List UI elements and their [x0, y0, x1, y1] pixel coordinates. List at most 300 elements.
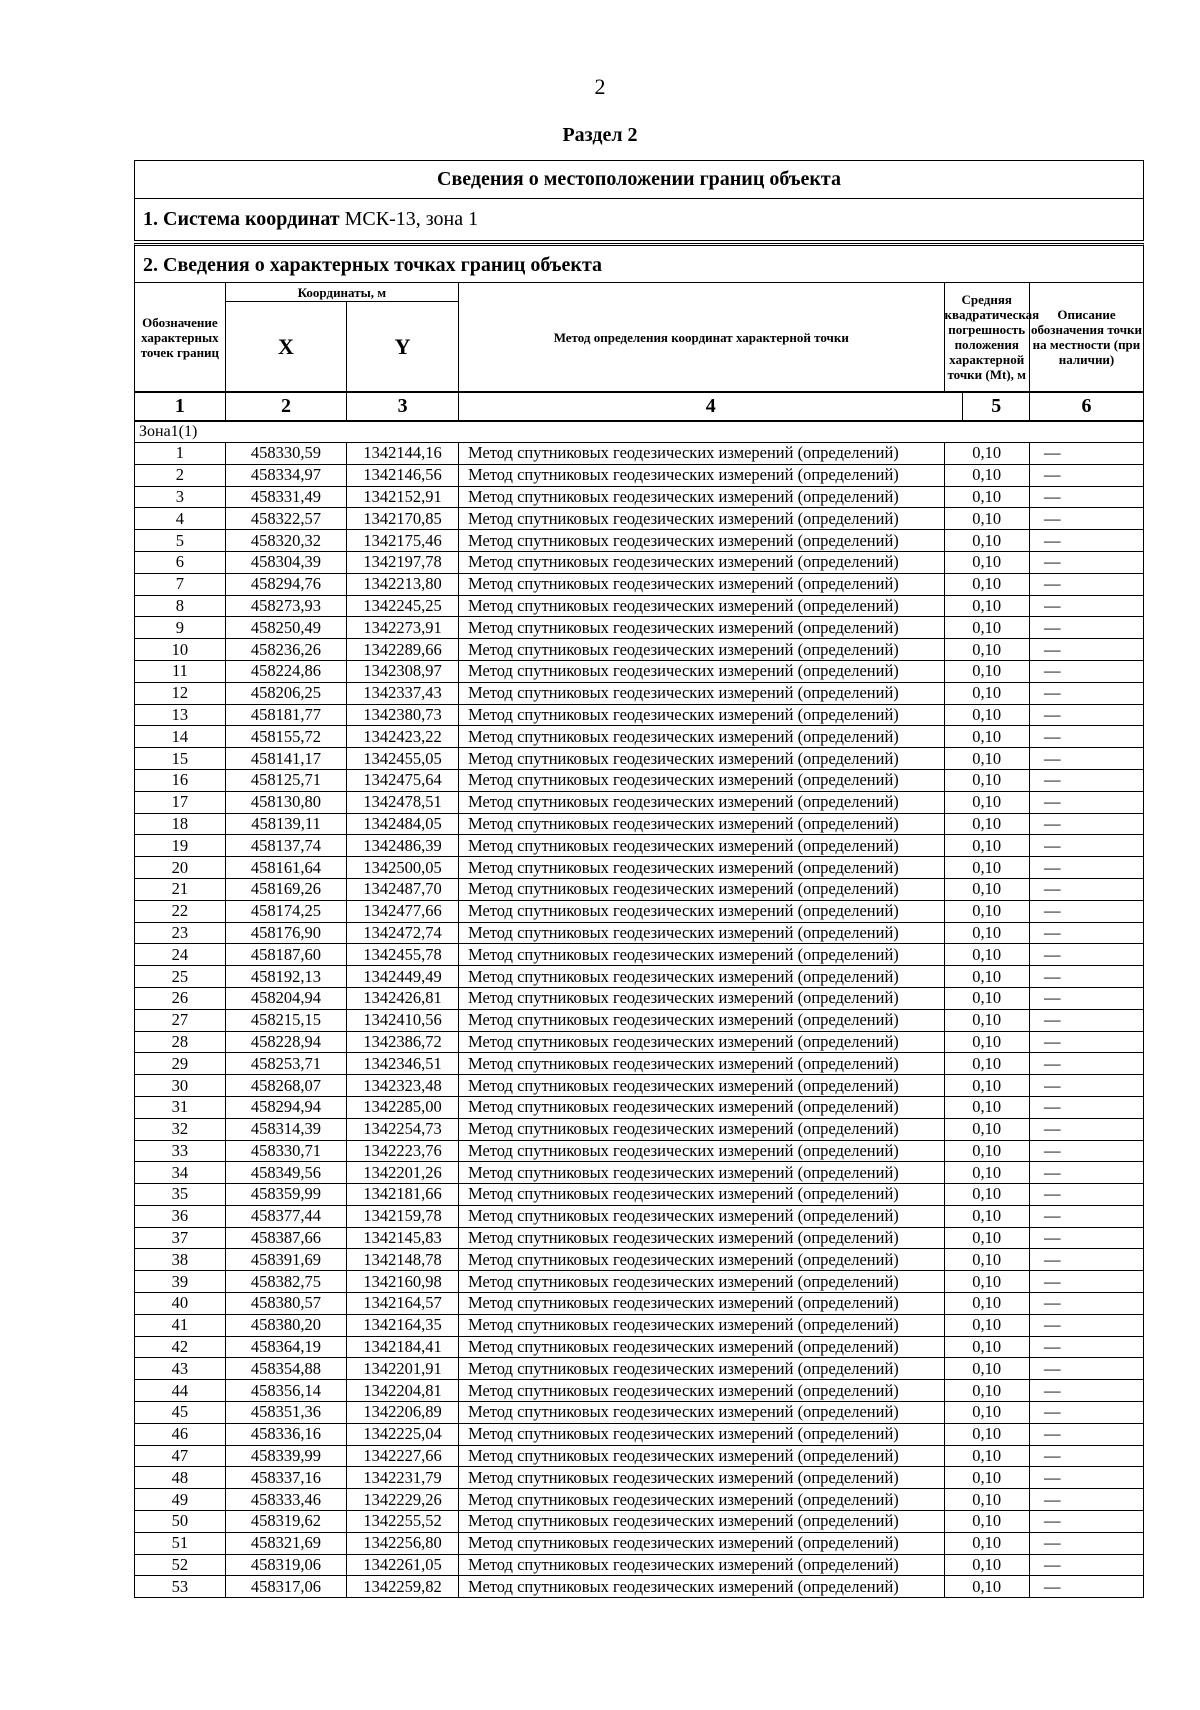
- method-cell: Метод спутниковых геодезических измерений (определений): [459, 1402, 944, 1424]
- table-row: [135, 987, 1144, 1009]
- y-coordinate: 1342386,72: [347, 1031, 459, 1053]
- point-number: 10: [135, 639, 226, 661]
- y-coordinate: 1342478,51: [347, 791, 459, 813]
- y-coordinate: 1342160,98: [347, 1271, 459, 1293]
- zone-label: Зона1(1): [135, 421, 1144, 443]
- table-row: [135, 1380, 1144, 1402]
- description-cell: —: [1029, 704, 1143, 726]
- points-section-title: 2. Сведения о характерных точках границ объекта: [134, 243, 1144, 283]
- point-number: 5: [135, 530, 226, 552]
- x-coordinate: 458204,94: [225, 987, 346, 1009]
- error-cell: 0,10: [944, 944, 1029, 966]
- description-cell: —: [1029, 1140, 1143, 1162]
- y-coordinate: 1342289,66: [347, 639, 459, 661]
- description-cell: —: [1029, 530, 1143, 552]
- table-row: [135, 1511, 1144, 1533]
- point-number: 38: [135, 1249, 226, 1271]
- method-cell: Метод спутниковых геодезических измерений (определений): [459, 464, 944, 486]
- y-coordinate: 1342308,97: [347, 660, 459, 682]
- description-cell: —: [1029, 1162, 1143, 1184]
- error-cell: 0,10: [944, 1314, 1029, 1336]
- point-number: 26: [135, 987, 226, 1009]
- description-cell: —: [1029, 595, 1143, 617]
- error-cell: 0,10: [944, 791, 1029, 813]
- y-coordinate: 1342477,66: [347, 900, 459, 922]
- description-cell: —: [1029, 922, 1143, 944]
- method-cell: Метод спутниковых геодезических измерений (определений): [459, 878, 944, 900]
- x-coordinate: 458382,75: [225, 1271, 346, 1293]
- description-cell: —: [1029, 573, 1143, 595]
- point-number: 49: [135, 1489, 226, 1511]
- method-cell: Метод спутниковых геодезических измерений (определений): [459, 1162, 944, 1184]
- y-coordinate: 1342337,43: [347, 682, 459, 704]
- method-cell: Метод спутниковых геодезических измерений (определений): [459, 1293, 944, 1315]
- table-row: [135, 791, 1144, 813]
- error-cell: 0,10: [944, 1380, 1029, 1402]
- y-coordinate: 1342455,05: [347, 748, 459, 770]
- x-coordinate: 458349,56: [225, 1162, 346, 1184]
- y-coordinate: 1342455,78: [347, 944, 459, 966]
- description-cell: —: [1029, 1271, 1143, 1293]
- description-cell: —: [1029, 1358, 1143, 1380]
- x-coordinate: 458319,62: [225, 1511, 346, 1533]
- table-row: [135, 1445, 1144, 1467]
- x-coordinate: 458304,39: [225, 551, 346, 573]
- y-coordinate: 1342181,66: [347, 1184, 459, 1206]
- x-coordinate: 458161,64: [225, 857, 346, 879]
- method-cell: Метод спутниковых геодезических измерений (определений): [459, 1096, 944, 1118]
- point-number: 11: [135, 660, 226, 682]
- y-coordinate: 1342184,41: [347, 1336, 459, 1358]
- error-cell: 0,10: [944, 900, 1029, 922]
- y-coordinate: 1342426,81: [347, 987, 459, 1009]
- description-cell: —: [1029, 682, 1143, 704]
- method-cell: Метод спутниковых геодезических измерений (определений): [459, 1118, 944, 1140]
- method-cell: Метод спутниковых геодезических измерений (определений): [459, 1358, 944, 1380]
- error-cell: 0,10: [944, 443, 1029, 465]
- method-cell: Метод спутниковых геодезических измерений (определений): [459, 1140, 944, 1162]
- x-coordinate: 458192,13: [225, 966, 346, 988]
- x-coordinate: 458330,71: [225, 1140, 346, 1162]
- y-coordinate: 1342423,22: [347, 726, 459, 748]
- table-row: [135, 1053, 1144, 1075]
- error-cell: 0,10: [944, 966, 1029, 988]
- y-coordinate: 1342229,26: [347, 1489, 459, 1511]
- error-cell: 0,10: [944, 1162, 1029, 1184]
- x-coordinate: 458141,17: [225, 748, 346, 770]
- point-number: 18: [135, 813, 226, 835]
- method-cell: Метод спутниковых геодезических измерений (определений): [459, 551, 944, 573]
- description-cell: —: [1029, 1380, 1143, 1402]
- point-number: 25: [135, 966, 226, 988]
- x-coordinate: 458351,36: [225, 1402, 346, 1424]
- column-number: 4: [459, 392, 963, 421]
- method-cell: Метод спутниковых геодезических измерений (определений): [459, 791, 944, 813]
- description-cell: —: [1029, 1205, 1143, 1227]
- description-cell: —: [1029, 1423, 1143, 1445]
- y-coordinate: 1342201,26: [347, 1162, 459, 1184]
- column-number: 2: [225, 392, 346, 421]
- x-coordinate: 458130,80: [225, 791, 346, 813]
- method-cell: Метод спутниковых геодезических измерений (определений): [459, 573, 944, 595]
- table-row: [135, 1576, 1144, 1598]
- point-number: 45: [135, 1402, 226, 1424]
- description-cell: —: [1029, 1009, 1143, 1031]
- x-coordinate: 458181,77: [225, 704, 346, 726]
- table-row: [135, 1075, 1144, 1097]
- point-number: 33: [135, 1140, 226, 1162]
- x-coordinate: 458253,71: [225, 1053, 346, 1075]
- description-cell: —: [1029, 617, 1143, 639]
- point-number: 37: [135, 1227, 226, 1249]
- table-row: [135, 1489, 1144, 1511]
- y-coordinate: 1342227,66: [347, 1445, 459, 1467]
- column-number: 1: [135, 392, 226, 421]
- point-number: 4: [135, 508, 226, 530]
- y-coordinate: 1342261,05: [347, 1554, 459, 1576]
- x-coordinate: 458228,94: [225, 1031, 346, 1053]
- table-row: [135, 1271, 1144, 1293]
- header-method: Метод определения координат характерной точки: [459, 283, 944, 393]
- y-coordinate: 1342500,05: [347, 857, 459, 879]
- column-number-row: [135, 392, 1144, 421]
- y-coordinate: 1342152,91: [347, 486, 459, 508]
- table-row: [135, 922, 1144, 944]
- error-cell: 0,10: [944, 639, 1029, 661]
- x-coordinate: 458137,74: [225, 835, 346, 857]
- header-coordinates: Координаты, м: [225, 283, 458, 302]
- y-coordinate: 1342206,89: [347, 1402, 459, 1424]
- method-cell: Метод спутниковых геодезических измерений (определений): [459, 682, 944, 704]
- point-number: 43: [135, 1358, 226, 1380]
- description-cell: —: [1029, 1053, 1143, 1075]
- y-coordinate: 1342346,51: [347, 1053, 459, 1075]
- y-coordinate: 1342245,25: [347, 595, 459, 617]
- table-row: [135, 573, 1144, 595]
- x-coordinate: 458273,93: [225, 595, 346, 617]
- method-cell: Метод спутниковых геодезических измерений (определений): [459, 595, 944, 617]
- point-number: 24: [135, 944, 226, 966]
- description-cell: —: [1029, 1445, 1143, 1467]
- table-row: [135, 682, 1144, 704]
- table-row: [135, 944, 1144, 966]
- table-row: [135, 900, 1144, 922]
- method-cell: Метод спутниковых геодезических измерений (определений): [459, 813, 944, 835]
- error-cell: 0,10: [944, 878, 1029, 900]
- point-number: 28: [135, 1031, 226, 1053]
- x-coordinate: 458364,19: [225, 1336, 346, 1358]
- x-coordinate: 458174,25: [225, 900, 346, 922]
- point-number: 51: [135, 1532, 226, 1554]
- table-row: [135, 1096, 1144, 1118]
- point-number: 3: [135, 486, 226, 508]
- y-coordinate: 1342213,80: [347, 573, 459, 595]
- method-cell: Метод спутниковых геодезических измерений (определений): [459, 617, 944, 639]
- table-row: [135, 660, 1144, 682]
- method-cell: Метод спутниковых геодезических измерений (определений): [459, 944, 944, 966]
- point-number: 8: [135, 595, 226, 617]
- point-number: 32: [135, 1118, 226, 1140]
- coordinate-system-label: 1. Система координат: [143, 208, 340, 230]
- error-cell: 0,10: [944, 551, 1029, 573]
- error-cell: 0,10: [944, 508, 1029, 530]
- table-row: [135, 595, 1144, 617]
- error-cell: 0,10: [944, 1402, 1029, 1424]
- y-coordinate: 1342170,85: [347, 508, 459, 530]
- x-coordinate: 458320,32: [225, 530, 346, 552]
- description-cell: —: [1029, 987, 1143, 1009]
- point-number: 47: [135, 1445, 226, 1467]
- point-number: 35: [135, 1184, 226, 1206]
- description-cell: —: [1029, 900, 1143, 922]
- point-number: 1: [135, 443, 226, 465]
- description-cell: —: [1029, 660, 1143, 682]
- y-coordinate: 1342449,49: [347, 966, 459, 988]
- error-cell: 0,10: [944, 1053, 1029, 1075]
- y-coordinate: 1342204,81: [347, 1380, 459, 1402]
- table-row: [135, 551, 1144, 573]
- x-coordinate: 458330,59: [225, 443, 346, 465]
- x-coordinate: 458215,15: [225, 1009, 346, 1031]
- table-row: [135, 835, 1144, 857]
- x-coordinate: 458250,49: [225, 617, 346, 639]
- table-row: [135, 769, 1144, 791]
- error-cell: 0,10: [944, 1467, 1029, 1489]
- description-cell: —: [1029, 1096, 1143, 1118]
- error-cell: 0,10: [944, 1118, 1029, 1140]
- description-cell: —: [1029, 464, 1143, 486]
- method-cell: Метод спутниковых геодезических измерений (определений): [459, 639, 944, 661]
- point-number: 31: [135, 1096, 226, 1118]
- table-row: [135, 1249, 1144, 1271]
- y-coordinate: 1342484,05: [347, 813, 459, 835]
- point-number: 7: [135, 573, 226, 595]
- y-coordinate: 1342256,80: [347, 1532, 459, 1554]
- point-number: 21: [135, 878, 226, 900]
- error-cell: 0,10: [944, 857, 1029, 879]
- point-number: 22: [135, 900, 226, 922]
- description-cell: —: [1029, 1576, 1143, 1598]
- error-cell: 0,10: [944, 704, 1029, 726]
- method-cell: Метод спутниковых геодезических измерений (определений): [459, 1184, 944, 1206]
- x-coordinate: 458314,39: [225, 1118, 346, 1140]
- point-number: 20: [135, 857, 226, 879]
- point-number: 16: [135, 769, 226, 791]
- x-coordinate: 458139,11: [225, 813, 346, 835]
- error-cell: 0,10: [944, 1075, 1029, 1097]
- y-coordinate: 1342159,78: [347, 1205, 459, 1227]
- x-coordinate: 458380,57: [225, 1293, 346, 1315]
- table-row: [135, 1423, 1144, 1445]
- error-cell: 0,10: [944, 987, 1029, 1009]
- point-number: 46: [135, 1423, 226, 1445]
- error-cell: 0,10: [944, 1576, 1029, 1598]
- x-coordinate: 458176,90: [225, 922, 346, 944]
- point-number: 14: [135, 726, 226, 748]
- description-cell: —: [1029, 443, 1143, 465]
- error-cell: 0,10: [944, 573, 1029, 595]
- error-cell: 0,10: [944, 813, 1029, 835]
- point-number: 30: [135, 1075, 226, 1097]
- method-cell: Метод спутниковых геодезических измерений (определений): [459, 726, 944, 748]
- table-row: [135, 1031, 1144, 1053]
- table-row: [135, 1314, 1144, 1336]
- error-cell: 0,10: [944, 1423, 1029, 1445]
- table-row: [135, 813, 1144, 835]
- block-title: Сведения о местоположении границ объекта: [134, 160, 1144, 199]
- description-cell: —: [1029, 1467, 1143, 1489]
- x-coordinate: 458322,57: [225, 508, 346, 530]
- points-table: [134, 282, 1144, 1598]
- point-number: 12: [135, 682, 226, 704]
- x-coordinate: 458294,94: [225, 1096, 346, 1118]
- column-number: 5: [963, 392, 1029, 421]
- point-number: 39: [135, 1271, 226, 1293]
- column-number: 6: [1029, 392, 1143, 421]
- description-cell: —: [1029, 1118, 1143, 1140]
- x-coordinate: 458317,06: [225, 1576, 346, 1598]
- y-coordinate: 1342255,52: [347, 1511, 459, 1533]
- description-cell: —: [1029, 1293, 1143, 1315]
- error-cell: 0,10: [944, 1031, 1029, 1053]
- y-coordinate: 1342231,79: [347, 1467, 459, 1489]
- method-cell: Метод спутниковых геодезических измерений (определений): [459, 1031, 944, 1053]
- table-row: [135, 1227, 1144, 1249]
- table-row: [135, 486, 1144, 508]
- method-cell: Метод спутниковых геодезических измерений (определений): [459, 1075, 944, 1097]
- y-coordinate: 1342254,73: [347, 1118, 459, 1140]
- x-coordinate: 458380,20: [225, 1314, 346, 1336]
- error-cell: 0,10: [944, 1489, 1029, 1511]
- point-number: 36: [135, 1205, 226, 1227]
- y-coordinate: 1342197,78: [347, 551, 459, 573]
- description-cell: —: [1029, 486, 1143, 508]
- method-cell: Метод спутниковых геодезических измерений (определений): [459, 769, 944, 791]
- table-row: [135, 748, 1144, 770]
- error-cell: 0,10: [944, 1009, 1029, 1031]
- error-cell: 0,10: [944, 617, 1029, 639]
- table-row: [135, 639, 1144, 661]
- point-number: 34: [135, 1162, 226, 1184]
- description-cell: —: [1029, 1227, 1143, 1249]
- point-number: 48: [135, 1467, 226, 1489]
- x-coordinate: 458387,66: [225, 1227, 346, 1249]
- method-cell: Метод спутниковых геодезических измерений (определений): [459, 1227, 944, 1249]
- column-number: 3: [347, 392, 459, 421]
- description-cell: —: [1029, 1511, 1143, 1533]
- method-cell: Метод спутниковых геодезических измерений (определений): [459, 900, 944, 922]
- description-cell: —: [1029, 944, 1143, 966]
- description-cell: —: [1029, 1532, 1143, 1554]
- point-number: 41: [135, 1314, 226, 1336]
- error-cell: 0,10: [944, 922, 1029, 944]
- point-number: 2: [135, 464, 226, 486]
- table-row: [135, 1467, 1144, 1489]
- x-coordinate: 458125,71: [225, 769, 346, 791]
- error-cell: 0,10: [944, 748, 1029, 770]
- y-coordinate: 1342410,56: [347, 1009, 459, 1031]
- point-number: 53: [135, 1576, 226, 1598]
- description-cell: —: [1029, 508, 1143, 530]
- description-cell: —: [1029, 966, 1143, 988]
- description-cell: —: [1029, 1336, 1143, 1358]
- description-cell: —: [1029, 769, 1143, 791]
- x-coordinate: 458356,14: [225, 1380, 346, 1402]
- table-row: [135, 1118, 1144, 1140]
- y-coordinate: 1342144,16: [347, 443, 459, 465]
- point-number: 42: [135, 1336, 226, 1358]
- error-cell: 0,10: [944, 1336, 1029, 1358]
- method-cell: Метод спутниковых геодезических измерений (определений): [459, 987, 944, 1009]
- error-cell: 0,10: [944, 769, 1029, 791]
- point-number: 9: [135, 617, 226, 639]
- table-row: [135, 508, 1144, 530]
- table-row: [135, 704, 1144, 726]
- table-row: [135, 1205, 1144, 1227]
- y-coordinate: 1342259,82: [347, 1576, 459, 1598]
- point-number: 13: [135, 704, 226, 726]
- method-cell: Метод спутниковых геодезических измерений (определений): [459, 704, 944, 726]
- coordinate-system: [134, 199, 1144, 241]
- table-row: [135, 1402, 1144, 1424]
- description-cell: —: [1029, 791, 1143, 813]
- error-cell: 0,10: [944, 1271, 1029, 1293]
- method-cell: Метод спутниковых геодезических измерений (определений): [459, 1511, 944, 1533]
- method-cell: Метод спутниковых геодезических измерений (определений): [459, 1009, 944, 1031]
- error-cell: 0,10: [944, 1184, 1029, 1206]
- error-cell: 0,10: [944, 1445, 1029, 1467]
- description-cell: —: [1029, 1249, 1143, 1271]
- method-cell: Метод спутниковых геодезических измерений (определений): [459, 1336, 944, 1358]
- coordinate-system-value: МСК-13, зона 1: [344, 208, 479, 230]
- point-number: 17: [135, 791, 226, 813]
- y-coordinate: 1342487,70: [347, 878, 459, 900]
- description-cell: —: [1029, 1489, 1143, 1511]
- method-cell: Метод спутниковых геодезических измерений (определений): [459, 486, 944, 508]
- description-cell: —: [1029, 639, 1143, 661]
- x-coordinate: 458359,99: [225, 1184, 346, 1206]
- section-title: Раздел 2: [562, 124, 638, 146]
- table-row: [135, 966, 1144, 988]
- description-cell: —: [1029, 1314, 1143, 1336]
- header-y: Y: [347, 302, 459, 393]
- method-cell: Метод спутниковых геодезических измерений (определений): [459, 1423, 944, 1445]
- x-coordinate: 458206,25: [225, 682, 346, 704]
- method-cell: Метод спутниковых геодезических измерений (определений): [459, 1205, 944, 1227]
- point-number: 23: [135, 922, 226, 944]
- y-coordinate: 1342273,91: [347, 617, 459, 639]
- error-cell: 0,10: [944, 1205, 1029, 1227]
- point-number: 27: [135, 1009, 226, 1031]
- method-cell: Метод спутниковых геодезических измерений (определений): [459, 530, 944, 552]
- method-cell: Метод спутниковых геодезических измерений (определений): [459, 1445, 944, 1467]
- y-coordinate: 1342164,57: [347, 1293, 459, 1315]
- method-cell: Метод спутниковых геодезических измерений (определений): [459, 1053, 944, 1075]
- method-cell: Метод спутниковых геодезических измерений (определений): [459, 1271, 944, 1293]
- description-cell: —: [1029, 1031, 1143, 1053]
- x-coordinate: 458377,44: [225, 1205, 346, 1227]
- zone-row: [135, 421, 1144, 443]
- table-row: [135, 1162, 1144, 1184]
- table-row: [135, 1532, 1144, 1554]
- error-cell: 0,10: [944, 486, 1029, 508]
- method-cell: Метод спутниковых геодезических измерений (определений): [459, 1249, 944, 1271]
- x-coordinate: 458187,60: [225, 944, 346, 966]
- description-cell: —: [1029, 1554, 1143, 1576]
- method-cell: Метод спутниковых геодезических измерений (определений): [459, 857, 944, 879]
- x-coordinate: 458268,07: [225, 1075, 346, 1097]
- error-cell: 0,10: [944, 682, 1029, 704]
